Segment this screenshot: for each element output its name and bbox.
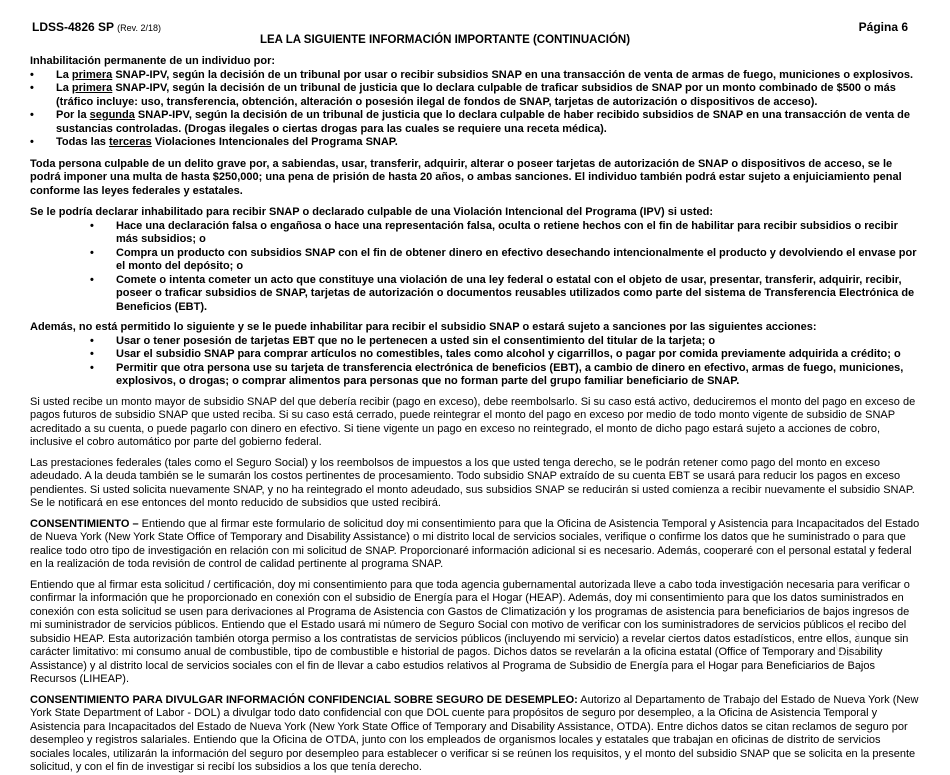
unemployment-consent-label: CONSENTIMIENTO PARA DIVULGAR INFORMACIÓN CONFIDENCIAL SOBRE SEGURO DE DESEMPLEO: <box>30 693 578 706</box>
list-item: • Compra un producto con subsidios SNAP con el fin de obtener dinero en efectivo desechando intencionalmente el producto y devolviendo el envase por el monto del depósito; o <box>90 246 917 272</box>
bullet-icon: • <box>90 334 94 347</box>
disqualification-list <box>30 69 920 150</box>
list-item: • Por la segunda SNAP-IPV, según la decisión de un tribunal de justicia que lo declara culpable de haber recibido subsidios de SNAP en una transacción de venta de sustancias controladas. (Drogas ilegales o ciertas drogas para las cuales se requiere una receta médica). <box>30 109 910 135</box>
list-item: • Todas las terceras Violaciones Intencionales del Programa SNAP. <box>30 136 398 148</box>
list-item: • Permitir que otra persona use su tarjeta de transferencia electrónica de beneficios (EBT), a cambio de dinero en efectivo, armas de fuego, municiones, explosivos, o drogas; o comprar alimentos para personas que no forman parte del grupo familiar beneficiario de SNAP. <box>90 361 904 387</box>
list-item: • Comete o intenta cometer un acto que constituye una violación de una ley federal o estatal con el objeto de usar, presentar, transferir, adquirir, recibir, poseer o traficar subsidios de SNAP, tarjetas de autorización o documentos reusables utilizados como parte del sistema de Transferencia Electrónica de Beneficios (EBT). <box>90 273 915 313</box>
list-item: • La primera SNAP-IPV, según la decisión de un tribunal de justicia que lo declara culpable de traficar subsidios de SNAP por un monto combinado de $500 o más (tráfico incluye: uso, transferencia, obtención, alteración o posesión ilegal de fondos de SNAP, tarjetas de autorización o dispositivos de acceso). <box>30 82 896 108</box>
bullet-icon: • <box>30 136 34 148</box>
consent-paragraph: CONSENTIMIENTO – Entiendo que al firmar este formulario de solicitud doy mi consentimiento para que la Oficina de Asistencia Temporal y Asistencia para Incapacitados del Estado de Nueva York (New York State Office of Temporary and Disability Assistance) o mi distrito local de servicios sociales, verifique o confirme los datos que he suministrado o para que realice todo otro tipo de investigación en relación con mi solicitud de SNAP. Proporcionaré información adicional si es necesario. Además, cooperaré con el personal estatal y federal en la realización de toda revisión de control de calidad pertinente al programa SNAP. <box>30 517 920 570</box>
overpayment-paragraph: Si usted recibe un monto mayor de subsidio SNAP del que debería recibir (pago en exceso), debe reembolsarlo. Si su caso está activo, deduciremos el monto del pago en exceso de pagos futuros de subsidio SNAP que usted reciba. Si su caso está cerrado, puede reintegrar el monto del pago en exceso por medio de todo monto vigente de subsidio de SNAP acreditado a su cuenta, o puede pagarlo con dinero en efectivo. Si tiene vigente un pago en exceso no reintegrado, el monto de dicho pago estará sujeto a acciones de cobro, inclusive el cobro automático por parte del gobierno federal. <box>30 395 916 448</box>
list-item: • La primera SNAP-IPV, según la decisión de un tribunal por usar o recibir subsidios SNAP en una transacción de venta de armas de fuego, municiones o explosivos. <box>30 68 914 81</box>
disqualification-heading: Inhabilitación permanente de un individuo por: <box>30 55 276 67</box>
bullet-icon: • <box>90 219 94 232</box>
unemployment-consent-paragraph: CONSENTIMIENTO PARA DIVULGAR INFORMACIÓN CONFIDENCIAL SOBRE SEGURO DE DESEMPLEO: Autorizo al Departamento de Trabajo del Estado de Nueva York (New York State Department of Labor - DOL) a divulgar todo dato confidencial con que DOL cuente para propósitos de seguro por desempleo, a la Oficina de Asistencia Temporal y Asistencia para Incapacitados del Estado de Nueva York (New York State Office of Temporary and Disability Assistance, OTDA). Entre dichos datos se citan reclamos de seguro por desempleo y registros salariales. Entiendo que la Oficina de OTDA, junto con los empleados de organismos locales y estatales que trabajan en oficinas de distrito de servicios sociales locales, utilizarán la información del seguro por desempleo para establecer o verificar si se reúnen los requisitos, y el monto del subsidio SNAP que se solicita en la presente solicitud, y con el fin de investigar si recibí los subsidios a los que tenía derecho. <box>30 693 919 773</box>
list-item: • Usar el subsidio SNAP para comprar artículos no comestibles, tales como alcohol y cigarrillos, o pagar por comida previamente adquirida a crédito; o <box>90 348 901 360</box>
list-item: • Hace una declaración falsa o engañosa o hace una representación falsa, oculta o retiene hechos con el fin de habilitar para recibir subsidios o recibir más subsidios; o <box>90 219 898 245</box>
bullet-icon: • <box>30 82 34 94</box>
bullet-icon: • <box>30 109 34 121</box>
bullet-icon: • <box>90 246 94 259</box>
document-body <box>30 55 920 775</box>
bullet-icon: • <box>90 361 94 374</box>
scan-mark <box>836 628 860 656</box>
bullet-icon: • <box>90 273 94 286</box>
heap-paragraph: Entiendo que al firmar esta solicitud / certificación, doy mi consentimiento para que toda agencia gubernamental autorizada lleve a cabo toda investigación necesaria para verificar o confirmar la información que he proporcionado en conexión con el subsidio de Energía para el Hogar (HEAP). Además, doy mi consentimiento para que los datos suministrados en conexión con esta solicitud se usen para derivaciones al Programa de Asistencia con Gastos de Climatización y los programas de asistencia para beneficiarios de bajos ingresos de mi suministrador de servicios públicos. Entiendo que el Estado usará mi número de Seguro Social con motivo de verificar con los suministradores de servicios públicos el recibo del subsidio HEAP. Esta autorización también otorga permiso a los contratistas de servicios públicos (incluyendo mi servicio) a revelar ciertos datos estadísticos, entre ellos, aunque sin carácter limitativo: mi consumo anual de combustible, tipo de combustible e historial de pagos. Dichos datos se revelarán a la oficina estatal (Office of Temporary and Disability Assistance) y al distrito local de servicios sociales con el fin de llevar a cabo estudios relativos al Programa de Subsidio de Energía para el Hogar para Beneficiarios de Bajos Recursos (LIHEAP). <box>30 578 910 685</box>
form-number: LDSS-4826 SP <box>32 20 114 34</box>
form-id <box>32 20 161 34</box>
federal-benefits-paragraph: Las prestaciones federales (tales como el Seguro Social) y los reembolsos de impuestos a los que usted tenga derecho, se le podrán retener como pago del monto en exceso adeudado. A la deuda también se le sumarán los costos pertinentes de procesamiento. Todo subsidio SNAP extraído de su cuenta EBT se usará para reducir los pagos en exceso pendientes. Si usted solicita nuevamente SNAP, y no ha reintegrado el monto adeudado, sus subsidios SNAP se reducirán si usted comienza a recibir nuevamente el subsidio SNAP. Se le notificará en ese entonces del monto reducido de subsidios que usted recibirá. <box>30 456 915 509</box>
bullet-icon: • <box>90 348 94 360</box>
bullet-icon: • <box>30 68 34 81</box>
felony-paragraph: Toda persona culpable de un delito grave por, a sabiendas, usar, transferir, adquirir, alterar o poseer tarjetas de autorización de SNAP o dispositivos de acceso, se le podrá imponer una multa de hasta $250,000; una pena de prisión de hasta 20 años, o ambas sanciones. El individuo también podrá estar sujeto a enjuiciamiento penal conforme las leyes federales y estatales. <box>30 157 902 197</box>
list-item: • Usar o tener posesión de tarjetas EBT que no le pertenecen a usted sin el consentimiento del titular de la tarjeta; o <box>90 334 716 347</box>
consent-label: CONSENTIMIENTO – <box>30 517 139 530</box>
prohibited-intro: Además, no está permitido lo siguiente y se le puede inhabilitar para recibir el subsidio SNAP o estará sujeto a sanciones por las siguientes acciones: <box>30 321 817 333</box>
form-revision: (Rev. 2/18) <box>117 23 162 33</box>
prohibited-list <box>30 335 920 389</box>
ipv-intro: Se le podría declarar inhabilitado para recibir SNAP o declarado culpable de una Violación Intencional del Programa (IPV) si usted: <box>30 206 713 218</box>
page-title: LEA LA SIGUIENTE INFORMACIÓN IMPORTANTE (CONTINUACIÓN) <box>259 34 631 46</box>
page-number: Página 6 <box>858 20 908 34</box>
ipv-list <box>30 220 920 315</box>
